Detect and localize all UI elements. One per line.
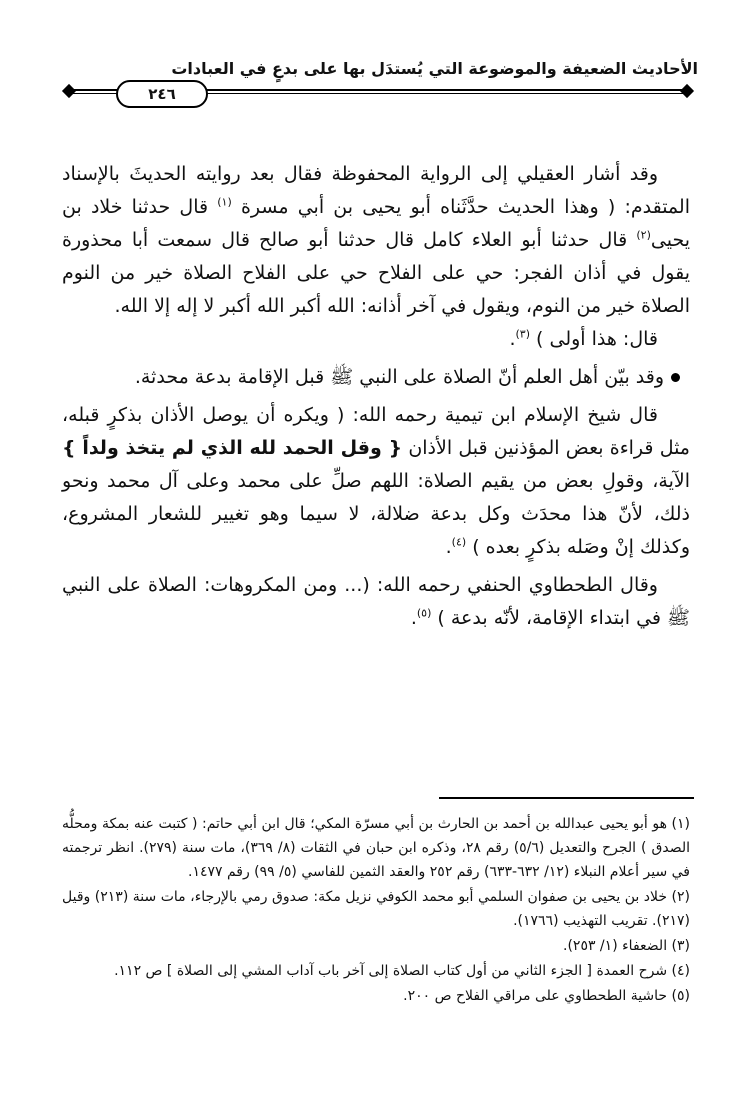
quran-quote: { وقل الحمد لله الذي لم يتخذ ولداً } — [62, 437, 403, 459]
footnote-4: (٤) شرح العمدة [ الجزء الثاني من أول كتاب الصلاة إلى آخر باب آداب المشي إلى الصلاة ] ص ١١٢. — [114, 963, 690, 979]
page-number: ٢٤٦ — [116, 80, 208, 108]
diamond-ornament-left — [62, 84, 76, 98]
footnote-1: (١) هو أبو يحيى عبدالله بن أحمد بن الحارث بن أبي مسرّة المكي؛ قال ابن أبي حاتم: ( كتبت عنه بمكة ومحلُّه الصدق ) الجرح والتعديل (٥/٦) رقم ٢٨، وذكره ابن حبان في الثقات (٨/ ٣٦٩)، مات سنة (٢٧٩). انظر ترجمته في سير أعلام النبلاء (١٢/ ٦٣٢-٦٣٣) رقم ٢٥٢ والعقد الثمين للفاسي (٥/ ٩٩) رقم ١٤٧٧. — [62, 816, 690, 880]
main-text — [62, 158, 690, 635]
footnote-5: (٥) حاشية الطحطاوي على مراقي الفلاح ص ٢٠٠. — [403, 988, 690, 1004]
page-header — [58, 52, 698, 112]
footnote-marker-2[interactable]: (٢) — [636, 228, 651, 242]
footnote-marker-4[interactable]: (٤) — [451, 535, 467, 549]
footnote-3: (٣) الضعفاء (١/ ٢٥٣). — [563, 938, 690, 954]
diamond-ornament-right — [680, 84, 694, 98]
paragraph-aqili: وقد أشار العقيلي إلى الرواية المحفوظة فقال بعد روايته الحديثَ بالإسناد المتقدم: ( وهذا الحديث حدَّثَناه أبو يحيى بن أبي مسرة $^{(١)}$ قال حدثنا خلاد بن يحيى$^{(٢)}$ قال حدثنا أبو العلاء كامل قال حدثنا أبو صالح قال سمعت أبا محذورة يقول في أذان الفجر: حي على الفلاح حي على الفلاح الصلاة خير من النوم الصلاة خير من النوم، ويقول في آخر أذانه: الله أكبر الله أكبر لا إله إلا الله. — [62, 163, 690, 317]
paragraph-ibn-taymiyyah: قال شيخ الإسلام ابن تيمية رحمه الله: ( ويكره أن يوصل الأذان بذكرٍ قبله، مثل قراءة بعض المؤذنين قبل الأذان { وقل الحمد لله الذي لم يتخذ ولداً } الآية، وقولِ بعض من يقيم الصلاة: اللهم صلِّ على محمد وعلى آل محمد ونحو ذلك، لأنّ هذا محدَث وكل بدعة ضلالة، لا سيما وهو تغيير للشعار المشروع، وكذلك إنْ وصَله بذكرٍ بعده ) $^{(٤)}$. — [62, 404, 690, 558]
running-title: الأحاديث الضعيفة والموضوعة التي يُستدَل بها على بدعٍ في العبادات — [171, 59, 698, 78]
footnote-separator — [439, 797, 694, 799]
footnote-2: (٢) خلاد بن يحيى بن صفوان السلمي أبو محمد الكوفي نزيل مكة: صدوق رمي بالإرجاء، مات سنة (٢١٣) وقيل (٢١٧). تقريب التهذيب (١٧٦٦). — [62, 889, 690, 929]
bullet-paragraph: وقد بيّن أهل العلم أنّ الصلاة على النبي ﷺ قبل الإقامة بدعة محدثة. — [62, 361, 690, 394]
footnotes — [62, 812, 690, 1009]
footnote-marker-3[interactable]: (٣) — [515, 327, 530, 341]
paragraph-tahtawi: وقال الطحطاوي الحنفي رحمه الله: (... ومن المكروهات: الصلاة على النبي ﷺ في ابتداء الإقامة، لأنّه بدعة ) $^{(٥)}$. — [62, 574, 690, 629]
bullet-dot — [671, 373, 680, 382]
paragraph-qala: قال: هذا أولى ) $^{(٣)}$. — [509, 327, 658, 350]
footnote-marker-1[interactable]: (١) — [217, 195, 232, 209]
footnote-marker-5[interactable]: (٥) — [416, 606, 432, 620]
